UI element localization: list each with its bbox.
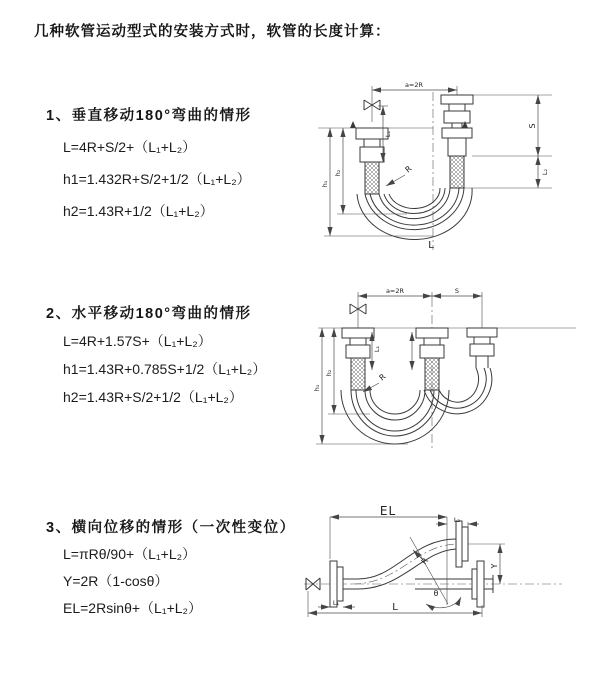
reference-arrow [350,121,356,128]
section-1-heading: 1、垂直移动180°弯曲的情形 [46,108,252,124]
radius-callout [386,164,414,186]
dim-label-theta: θ [433,589,439,598]
diagram-1-drawing [312,76,574,256]
formula-line: h1=1.432R+S/2+1/2（L₁+L₂） [63,171,251,187]
dimension-a2r [358,287,482,328]
formula-line: L=4R+1.57S+（L₁+L₂） [63,333,212,349]
dim-label-r: R [377,372,388,383]
dim-label-h1: h₁ [321,180,329,188]
dimension-s [528,95,538,156]
diagram-horizontal-travel [308,282,593,462]
diagram-3-drawing [300,505,595,645]
dim-label-h2: h₂ [325,369,333,377]
formula-line: EL=2Rsinθ+（L₁+L₂） [63,600,202,616]
dimension-s [432,287,482,296]
diagram-vertical-travel [312,76,574,261]
dim-label-a2r: a=2R [385,287,405,295]
section-vertical-travel [46,104,252,221]
formula-line: h2=1.43R+1/2（L₁+L₂） [63,203,214,219]
diagram-lateral-displacement [300,505,595,650]
left-flange-connector [342,328,374,390]
radius-callout [413,550,430,566]
braided-hose-section [365,162,379,194]
hose-u-bend-left [341,390,449,444]
radius-line [410,537,448,604]
dim-label-r: R [419,556,431,567]
dim-label-l2: L₂ [453,516,461,524]
dim-label-l: L [428,240,434,251]
dim-label-el: EL [379,505,397,518]
dimension-l1 [318,599,355,607]
hose-s-curve [352,539,458,589]
section-3-heading: 3、横向位移的情形（一次性变位） [46,520,296,536]
dim-label-a2r: a=2R [404,81,424,89]
dim-label-r: R [403,164,414,175]
formula-line: L=πRθ/90+（L₁+L₂） [63,546,197,562]
dimension-l2 [538,156,549,188]
braided-hose-section [450,156,464,188]
dim-label-s: S [454,287,460,295]
dim-label-l: L [392,602,398,613]
formula-line: h1=1.43R+0.785S+1/2（L₁+L₂） [63,361,267,377]
dim-label-h2: h₂ [334,169,342,177]
formula-line: h2=1.43R+S/2+1/2（L₁+L₂） [63,389,243,405]
braided-hose-section [351,358,365,390]
page-title: 几种软管运动型式的安装方式时，软管的长度计算： [34,24,391,40]
section-horizontal-travel [46,302,266,407]
dim-label-h1: h₁ [313,384,321,392]
section-2-heading: 2、水平移动180°弯曲的情形 [46,306,252,322]
right-flange-connector [467,328,497,368]
dim-label-y: Y [490,563,499,569]
dim-label-l1: L₁ [332,599,340,607]
dim-label-l1: L₁ [384,130,392,138]
middle-flange-connector [416,328,448,390]
diagram-2-drawing [308,282,593,457]
dim-label-l1: L₁ [373,345,381,353]
upper-flange-connector [456,521,468,567]
radius-callout [363,372,388,392]
right-flange-connector [441,95,473,188]
section-lateral-displacement [46,516,296,618]
angle-theta [426,589,461,608]
dim-label-s: S [528,123,537,129]
formula-line: Y=2R（1-cosθ） [63,573,169,589]
dim-label-l2: L₂ [541,168,549,176]
braided-hose-section [425,358,439,390]
formula-line: L=4R+S/2+（L₁+L₂） [63,139,197,155]
